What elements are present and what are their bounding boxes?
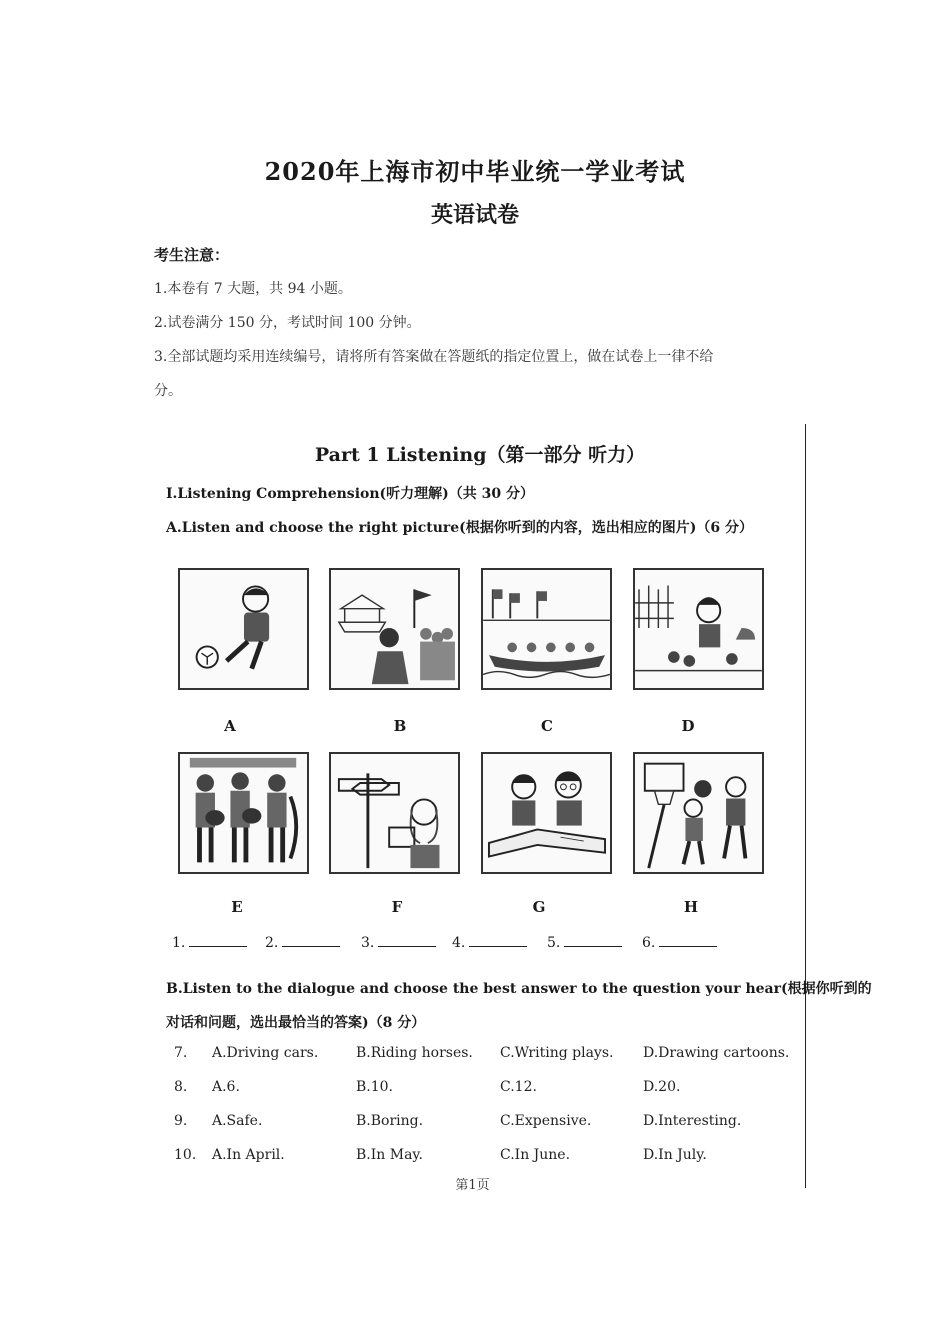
page-border-line <box>805 424 806 1188</box>
question-number: 7. <box>174 1045 188 1061</box>
answer-blank-1[interactable]: 1. <box>172 934 247 951</box>
band-musicians-illustration <box>180 754 307 872</box>
dragon-boat-race-illustration <box>483 570 610 688</box>
picture-b <box>329 568 460 690</box>
option-b[interactable]: B.In May. <box>356 1147 423 1163</box>
question-number: 8. <box>174 1079 188 1095</box>
boy-with-football-illustration <box>180 570 307 688</box>
answer-blank-3[interactable]: 3. <box>361 934 436 951</box>
option-d[interactable]: D.20. <box>643 1079 681 1095</box>
page-number: 第1页 <box>455 1178 490 1193</box>
picture-h <box>633 752 764 874</box>
option-d[interactable]: D.In July. <box>643 1147 707 1163</box>
option-b[interactable]: B.Riding horses. <box>356 1045 473 1061</box>
section-a-heading: A.Listen and choose the right picture(根据你听到的内容，选出相应的图片)（6 分） <box>166 520 754 536</box>
tour-guide-with-flag-illustration <box>331 570 458 688</box>
question-number: 9. <box>174 1113 188 1129</box>
option-a[interactable]: A.Safe. <box>212 1113 263 1129</box>
students-studying-illustration <box>483 754 610 872</box>
picture-label-g: G <box>532 898 546 916</box>
option-a[interactable]: A.Driving cars. <box>212 1045 319 1061</box>
notice-item-3-cont: 分。 <box>154 383 182 399</box>
notice-item-1: 1.本卷有 7 大题，共 94 小题。 <box>154 281 352 297</box>
option-c[interactable]: C.12. <box>500 1079 537 1095</box>
answer-blank-2[interactable]: 2. <box>265 934 340 951</box>
picture-g <box>481 752 612 874</box>
picture-label-a: A <box>224 717 236 735</box>
picture-d <box>633 568 764 690</box>
exam-title: 2020年上海市初中毕业统一学业考试 <box>264 157 686 186</box>
boys-playing-basketball-illustration <box>635 754 762 872</box>
girl-at-signpost-illustration <box>331 754 458 872</box>
picture-label-d: D <box>681 717 695 735</box>
section-i-heading: I.Listening Comprehension(听力理解)（共 30 分） <box>166 486 535 502</box>
section-b-heading: B.Listen to the dialogue and choose the best answer to the question your hear(根据你听到的 <box>166 981 872 997</box>
notice-item-3: 3.全部试题均采用连续编号，请将所有答案做在答题纸的指定位置上，做在试卷上一律不给 <box>154 349 714 365</box>
question-number: 10. <box>174 1147 197 1163</box>
answer-blank-4[interactable]: 4. <box>452 934 527 951</box>
answer-blank-5[interactable]: 5. <box>547 934 622 951</box>
part-title: Part 1 Listening（第一部分 听力） <box>314 444 646 466</box>
girl-gardening-illustration <box>635 570 762 688</box>
option-a[interactable]: A.6. <box>212 1079 240 1095</box>
answer-blank-6[interactable]: 6. <box>642 934 717 951</box>
picture-c <box>481 568 612 690</box>
picture-label-h: H <box>683 898 699 916</box>
picture-label-c: C <box>541 717 553 735</box>
notice-item-2: 2.试卷满分 150 分，考试时间 100 分钟。 <box>154 315 421 331</box>
option-b[interactable]: B.10. <box>356 1079 394 1095</box>
exam-subtitle: 英语试卷 <box>430 202 519 228</box>
option-c[interactable]: C.Writing plays. <box>500 1045 614 1061</box>
picture-f <box>329 752 460 874</box>
section-b-heading-cont: 对话和问题，选出最恰当的答案)（8 分） <box>166 1015 426 1031</box>
picture-a <box>178 568 309 690</box>
notice-heading: 考生注意： <box>154 246 230 264</box>
option-a[interactable]: A.In April. <box>212 1147 285 1163</box>
option-c[interactable]: C.In June. <box>500 1147 571 1163</box>
option-d[interactable]: D.Interesting. <box>643 1113 742 1129</box>
option-c[interactable]: C.Expensive. <box>500 1113 592 1129</box>
picture-e <box>178 752 309 874</box>
option-b[interactable]: B.Boring. <box>356 1113 424 1129</box>
option-d[interactable]: D.Drawing cartoons. <box>643 1045 790 1061</box>
picture-label-b: B <box>393 717 407 735</box>
picture-label-e: E <box>231 898 243 916</box>
picture-label-f: F <box>391 898 403 916</box>
